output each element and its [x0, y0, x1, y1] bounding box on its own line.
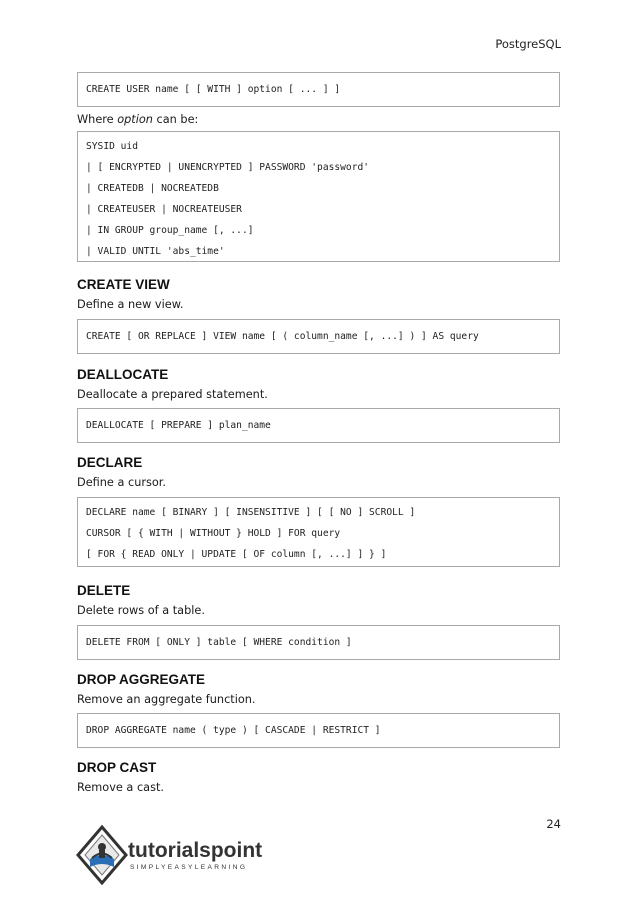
code-line: SYSID uid [86, 141, 138, 152]
code-block-drop-aggregate [77, 713, 560, 748]
section-heading-declare: DECLARE [77, 455, 143, 470]
code-block-deallocate [77, 408, 560, 443]
section-description-deallocate: Deallocate a prepared statement. [77, 388, 268, 401]
where-suffix: can be: [152, 113, 199, 126]
code-line: [ FOR { READ ONLY | UPDATE [ OF column [, ...] ] } ] [86, 549, 387, 560]
code-line: CREATE USER name [ [ WITH ] option [ ... ] ] [86, 84, 341, 95]
code-line: DECLARE name [ BINARY ] [ INSENSITIVE ] [ [ NO ] SCROLL ] [86, 507, 416, 518]
code-line: CURSOR [ { WITH | WITHOUT } HOLD ] FOR query [86, 528, 341, 539]
page-number: 24 [546, 817, 561, 831]
code-block-create-user [77, 72, 560, 107]
code-line: | CREATEUSER | NOCREATEUSER [86, 204, 242, 215]
code-line: DROP AGGREGATE name ( type ) [ CASCADE | RESTRICT ] [86, 725, 381, 736]
code-block-delete [77, 625, 560, 660]
section-description-drop-aggregate: Remove an aggregate function. [77, 693, 256, 706]
section-heading-deallocate: DEALLOCATE [77, 367, 169, 382]
code-line: CREATE [ OR REPLACE ] VIEW name [ ( column_name [, ...] ) ] AS query [86, 331, 479, 342]
section-heading-drop-cast: DROP CAST [77, 760, 157, 775]
section-description-declare: Define a cursor. [77, 476, 166, 489]
code-block-create-view [77, 319, 560, 354]
code-line: DELETE FROM [ ONLY ] table [ WHERE condition ] [86, 637, 352, 648]
section-heading-drop-aggregate: DROP AGGREGATE [77, 672, 206, 687]
page-header-title: PostgreSQL [495, 37, 561, 51]
code-line: DEALLOCATE [ PREPARE ] plan_name [86, 420, 271, 431]
section-description-drop-cast: Remove a cast. [77, 781, 164, 794]
section-heading-create-view: CREATE VIEW [77, 277, 170, 292]
code-block-option-list [77, 131, 560, 262]
tutorialspoint-logo [76, 825, 276, 885]
code-line: | CREATEDB | NOCREATEDB [86, 183, 219, 194]
where-option-text [77, 113, 198, 126]
code-line: | VALID UNTIL 'abs_time' [86, 246, 225, 257]
logo-graphic [76, 825, 276, 885]
code-line: | IN GROUP group_name [, ...] [86, 225, 254, 236]
section-description-delete: Delete rows of a table. [77, 604, 205, 617]
where-prefix: Where [77, 113, 118, 126]
section-heading-delete: DELETE [77, 583, 131, 598]
code-line: | [ ENCRYPTED | UNENCRYPTED ] PASSWORD 'password' [86, 162, 370, 173]
code-block-declare [77, 497, 560, 567]
section-description-create-view: Define a new view. [77, 298, 184, 311]
logo-text-sub: SIMPLYEASYLEARNING [130, 864, 248, 871]
where-emph: option [117, 113, 153, 126]
logo-text-main: tutorialspoint [128, 839, 263, 862]
